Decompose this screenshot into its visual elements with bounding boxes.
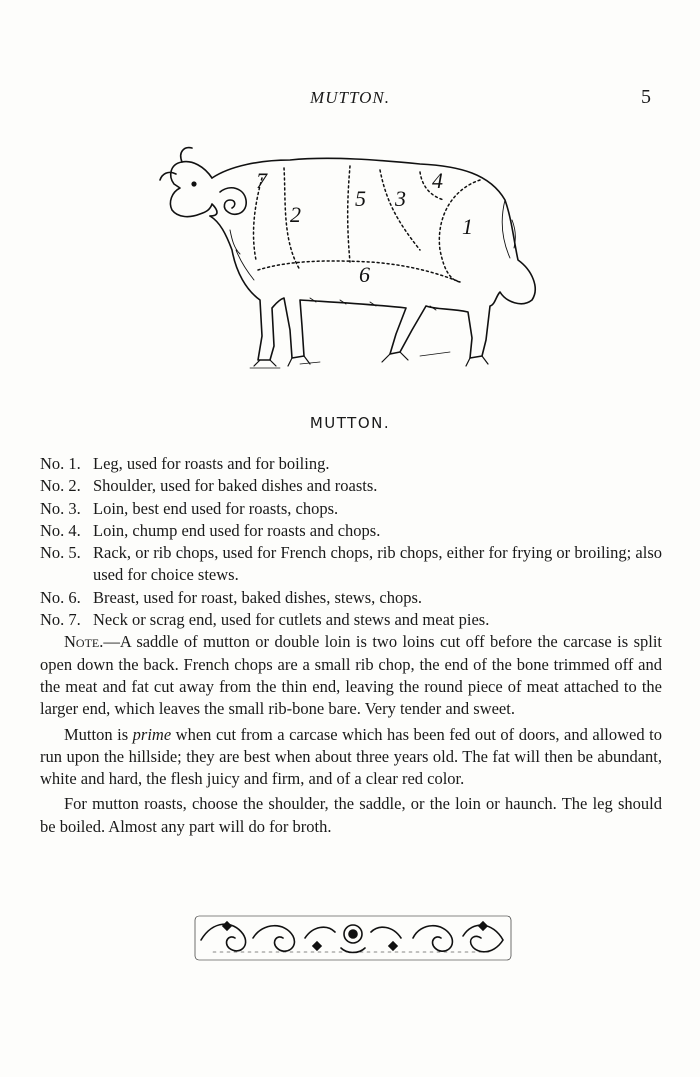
cut-list-item	[40, 609, 662, 631]
cut-list-item	[40, 542, 662, 587]
body-text	[40, 453, 662, 838]
sheep-cut-diagram	[150, 130, 550, 380]
cut-description: Loin, chump end used for roasts and chops.	[93, 520, 381, 540]
page-number: 5	[641, 86, 651, 108]
cut-number: No. 5.	[40, 543, 81, 563]
cut-description: Shoulder, used for baked dishes and roasts.	[93, 476, 378, 496]
prime-text-before: Mutton is	[64, 724, 133, 744]
cut-label-1: 1	[462, 214, 473, 239]
floral-ornament-icon	[193, 912, 513, 964]
cut-number: No. 3.	[40, 498, 81, 518]
cut-label-2: 2	[290, 202, 301, 227]
prime-paragraph	[40, 724, 662, 791]
cut-label-4: 4	[432, 168, 443, 193]
cut-line-leg	[439, 180, 480, 282]
cut-description: Loin, best end used for roasts, chops.	[93, 498, 339, 518]
cut-label-3: 3	[395, 186, 406, 211]
cut-number: No. 6.	[40, 587, 81, 607]
cut-label-6: 6	[359, 262, 370, 287]
note-text: —A saddle of mutton or double loin is two loins cut off before the carcase is split open down the back. French chops are a small rib chop, the end of the bone trimmed off and the meat and fat cut away from the thin end, leaving the round piece of meat attached to the larger end, which leaves the small rib-bone bare. Very tender and sweet.	[40, 632, 662, 719]
cut-number: No. 7.	[40, 610, 81, 630]
cut-description: Rack, or rib chops, used for French chops, rib chops, either for frying or broiling; also used for choice stews.	[93, 543, 662, 585]
cut-description: Leg, used for roasts and for boiling.	[93, 454, 330, 473]
cut-list-item	[40, 587, 662, 609]
cut-list-item	[40, 453, 662, 475]
cut-description: Breast, used for roast, baked dishes, stews, chops.	[93, 587, 423, 607]
cut-list-item	[40, 475, 662, 497]
cut-list-item	[40, 498, 662, 520]
prime-text-after: when cut from a carcase which has been fed out of doors, and allowed to run upon the hillside; they are best when about three years old. The fat will then be abundant, white and hard, the flesh juicy and firm, and of a clear red color.	[40, 724, 662, 789]
cut-number: No. 1.	[40, 454, 81, 473]
sheep-head	[170, 162, 217, 217]
prime-emphasis: prime	[132, 724, 172, 744]
section-heading: MUTTON.	[309, 414, 391, 432]
cut-line-rack	[348, 166, 350, 262]
cut-description: Neck or scrag end, used for cutlets and stews and meat pies.	[93, 610, 490, 630]
roast-paragraph: For mutton roasts, choose the shoulder, the saddle, or the loin or haunch. The leg should be boiled. Almost any part will do for broth.	[40, 794, 662, 836]
running-head: MUTTON.	[310, 88, 390, 107]
cut-list-item	[40, 520, 662, 542]
note-paragraph	[40, 631, 662, 720]
cut-number: No. 4.	[40, 520, 81, 540]
horn-icon	[220, 188, 246, 215]
cut-number: No. 2.	[40, 476, 81, 496]
note-label: Note.	[64, 632, 104, 652]
cut-label-5: 5	[355, 186, 366, 211]
cut-label-7: 7	[256, 168, 267, 193]
